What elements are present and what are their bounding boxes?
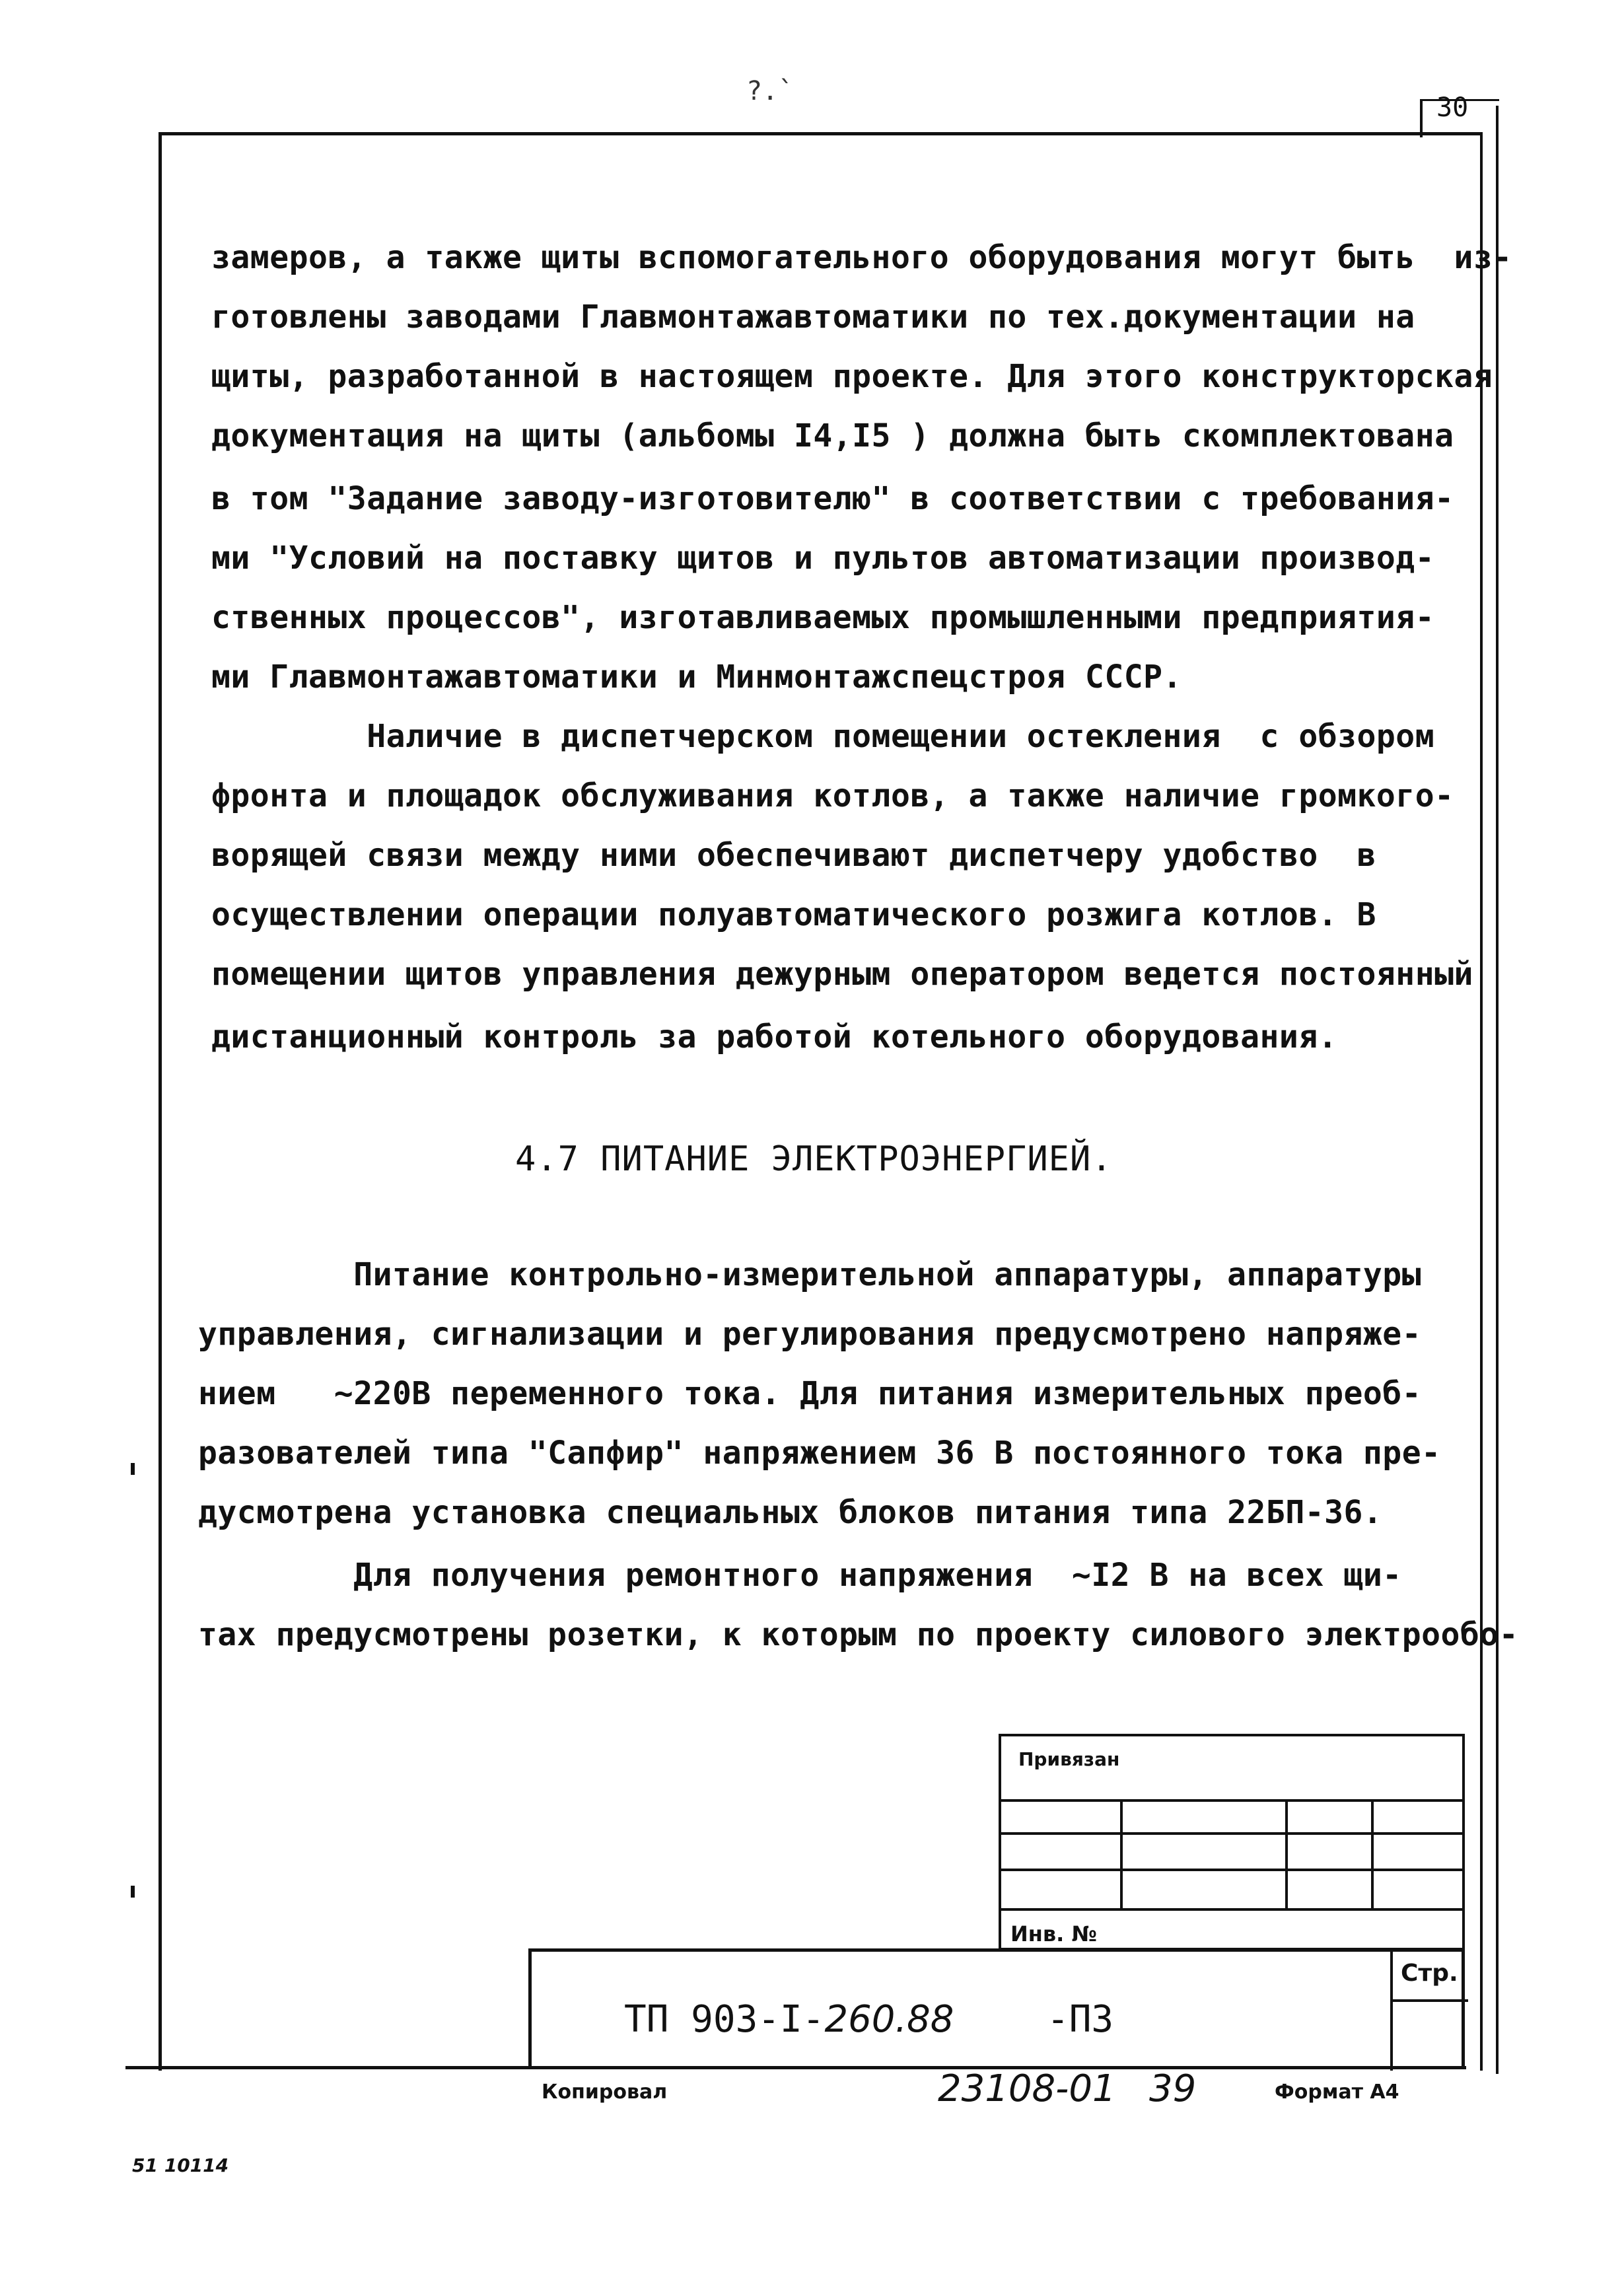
stamp-row-rule (1001, 1799, 1462, 1802)
section-line: Для получения ремонтного напряжения ~I2 В на всех щи- (198, 1557, 1402, 1594)
body-line: ворящей связи между ними обеспечивают диспетчеру удобство в (211, 837, 1376, 874)
body-line: в том "Задание заводу-изготовителю" в соответствии с требования- (211, 480, 1454, 517)
sheet-column (1390, 1952, 1468, 2071)
inventory-number-label: Инв. № (1010, 1921, 1097, 1946)
corner-page-number: 30 (1436, 92, 1469, 123)
section-line: разователей типа "Сапфир" напряжением 36 В постоянного тока пре- (198, 1435, 1441, 1472)
sheet-rule (1393, 1999, 1468, 2002)
body-line: ственных процессов", изготавливаемых промышленными предприятия- (211, 599, 1435, 636)
footer-page-number: 39 (1149, 2067, 1197, 2110)
body-line: готовлены заводами Главмонтажавтоматики по тех.документации на (211, 299, 1415, 336)
page-frame-outer-edge (1496, 106, 1499, 2074)
body-line: помещении щитов управления дежурным оператором ведется постоянный (211, 956, 1473, 993)
bottom-stamp: 51 10114 (132, 2155, 229, 2176)
section-line: тах предусмотрены розетки, к которым по проекту силового электрообо- (198, 1616, 1519, 1653)
document-code-suffix: -ПЗ (1047, 1998, 1114, 2041)
body-line: замеров, а также щиты вспомогательного оборудования могут быть из- (211, 239, 1512, 276)
copied-label: Копировал (542, 2081, 668, 2104)
bottom-rule (125, 2066, 1466, 2069)
binding-stamp-block (999, 1734, 1465, 1950)
stamp-col-rule (1120, 1799, 1123, 1908)
section-heading: 4.7 ПИТАНИЕ ЭЛЕКТРОЭНЕРГИЕЙ. (515, 1139, 1113, 1179)
body-line: документация на щиты (альбомы I4,I5 ) должна быть скомплектована (211, 417, 1454, 454)
body-line: ми "Условий на поставку щитов и пультов автоматизации производ- (211, 540, 1435, 577)
page-mark-top: ?.` (746, 76, 794, 106)
document-code-prefix: ТП 903-I- (624, 1998, 825, 2041)
body-line: фронта и площадок обслуживания котлов, а также наличие громкого- (211, 777, 1454, 814)
section-line: дусмотрена установка специальных блоков питания типа 22БП-36. (198, 1494, 1383, 1531)
section-line: Питание контрольно-измерительной аппаратуры, аппаратуры (198, 1256, 1422, 1293)
stamp-row-rule (1001, 1869, 1462, 1871)
stamp-row-rule (1001, 1908, 1462, 1911)
format-label: Формат А4 (1275, 2081, 1399, 2104)
margin-tick (131, 1886, 135, 1898)
body-line: Наличие в диспетчерском помещении остекления с обзором (211, 718, 1435, 755)
margin-tick (131, 1463, 135, 1475)
document-code (624, 1998, 954, 2041)
body-line: щиты, разработанной в настоящем проекте. Для этого конструкторская (211, 358, 1493, 395)
section-line: управления, сигнализации и регулирования предусмотрено напряже- (198, 1316, 1422, 1353)
body-line: ми Главмонтажавтоматики и Минмонтажспецстроя СССР. (211, 659, 1182, 695)
tied-label: Привязан (1018, 1748, 1120, 1770)
document-code-number: 260.88 (824, 1998, 954, 2041)
section-line: нием ~220В переменного тока. Для питания измерительных преоб- (198, 1375, 1422, 1412)
stamp-col-rule (1371, 1799, 1374, 1908)
body-line: дистанционный контроль за работой котельного оборудования. (211, 1018, 1338, 1055)
stamp-col-rule (1285, 1799, 1288, 1908)
stamp-row-rule (1001, 1832, 1462, 1835)
footer-document-number: 23108-01 (938, 2067, 1116, 2110)
title-block (528, 1948, 1465, 2067)
body-line: осуществлении операции полуавтоматического розжига котлов. В (211, 896, 1376, 933)
sheet-label: Стр. (1401, 1960, 1458, 1987)
